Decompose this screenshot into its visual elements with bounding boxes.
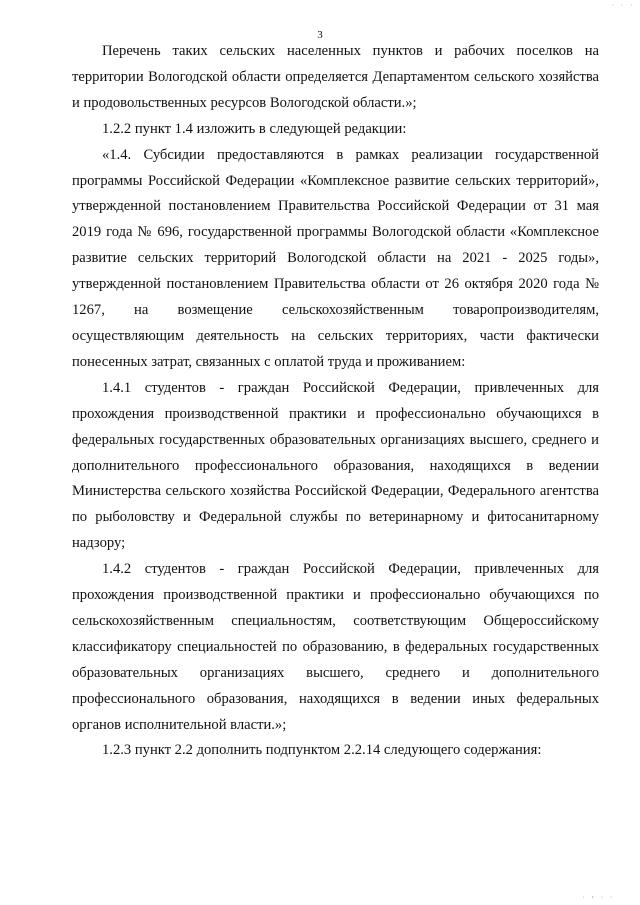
scan-mark-top: · · · (610, 2, 634, 9)
paragraph-clause-1-4-1: 1.4.1 студентов - граждан Российской Федерации, привлеченных для прохождения производственной практики и профессионально обучающихся в федеральных государственных образовательных организациях высшего, среднего и дополнительного профессионального образования, находящихся в ведении Министерства сельского хозяйства Российской Федерации, Федерального агентства по рыболовству и Федеральной службы по ветеринарному и фитосанитарному надзору; (72, 379, 599, 552)
paragraph-villages-list: Перечень таких сельских населенных пунктов и рабочих поселков на территории Вологодской области определяется Департаментом сельского хозяйства и продовольственных ресурсов Вологодской области.»; (72, 43, 599, 111)
page-number: 3 (317, 29, 323, 41)
document-body (72, 39, 599, 764)
paragraph-item-1-2-2: 1.2.2 пункт 1.4 изложить в следующей редакции: (102, 120, 407, 137)
paragraph-item-1-2-3: 1.2.3 пункт 2.2 дополнить подпунктом 2.2.14 следующего содержания: (102, 742, 542, 759)
scan-mark-bottom: · ‹ · · (581, 894, 614, 901)
paragraph-clause-1-4: «1.4. Субсидии предоставляются в рамках реализации государственной программы Российской Федерации «Комплексное развитие сельских территорий», утвержденной постановлением Правительства Российской Федерации от 31 мая 2019 года № 696, государственной программы Вологодской области «Комплексное развитие сельских территорий Вологодской области на 2021 - 2025 годы», утвержденной постановлением Правительства области от 26 октября 2020 года № 1267, на возмещение сельскохозяйственным товаропроизводителям, осуществляющим деятельность на сельских территориях, части фактически понесенных затрат, связанных с оплатой труда и проживанием: (72, 146, 599, 370)
paragraph-clause-1-4-2: 1.4.2 студентов - граждан Российской Федерации, привлеченных для прохождения производственной практики и профессионально обучающихся по сельскохозяйственным специальностям, соответствующим Общероссийскому классификатору специальностей по образованию, в федеральных государственных образовательных организациях высшего, среднего и дополнительного профессионального образования, находящихся в ведении иных федеральных органов исполнительной власти.»; (72, 561, 599, 733)
